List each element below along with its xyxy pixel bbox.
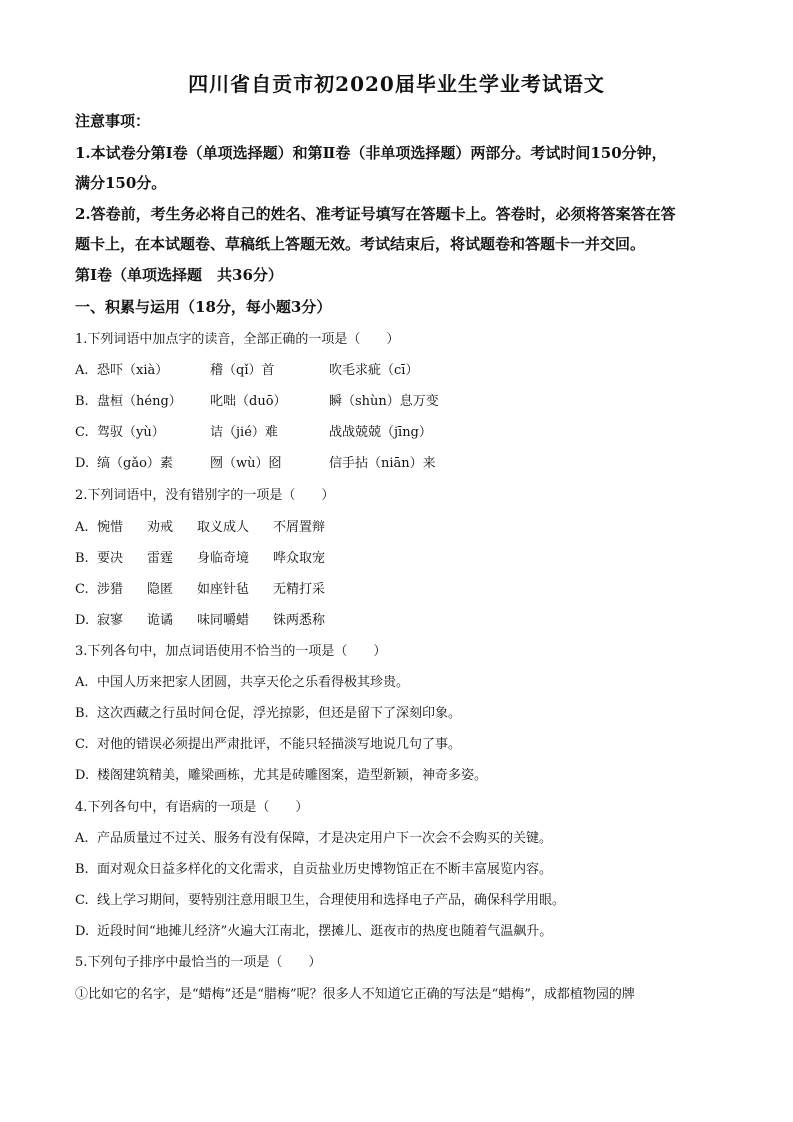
option-text: 这次西藏之行虽时间仓促，浮光掠影，但还是留下了深刻印象。 — [97, 706, 462, 721]
q4-stem: 4.下列各句中，有语病的一项是（ ） — [75, 800, 309, 815]
option-label: B. — [75, 394, 89, 409]
notice-item2-line2: 题卡上，在本试题卷、草稿纸上答题无效。考试结束后，将试题卷和答题卡一并交回。 — [75, 235, 646, 253]
q2-option-c — [75, 578, 325, 597]
option-word: 信手拈（niān）来 — [329, 456, 436, 471]
q2-option-b — [75, 547, 325, 566]
notice-item1-line1: 1.本试卷分第Ⅰ卷（单项选择题）和第Ⅱ卷（非单项选择题）两部分。考试时间150分钟， — [75, 144, 667, 162]
q2-option-a — [75, 516, 325, 535]
q1-stem: 1.下列词语中加点字的读音，全部正确的一项是（ ） — [75, 332, 400, 347]
option-word: 吹毛求疵（cī） — [329, 363, 419, 378]
option-word: 不屑置辩 — [273, 520, 326, 535]
option-text: 对他的错误必须提出严肃批评，不能只轻描淡写地说几句了事。 — [97, 737, 462, 752]
option-word: 惋惜 — [97, 520, 124, 535]
option-label: C. — [75, 893, 89, 908]
option-label: C. — [75, 582, 89, 597]
notice-heading: 注意事项： — [75, 112, 151, 130]
q2-stem: 2.下列词语中，没有错别字的一项是（ ） — [75, 488, 335, 503]
q4-option-d — [75, 920, 552, 939]
option-word: 战战兢兢（jīng） — [329, 425, 432, 440]
notice-item2-line1: 2.答卷前，考生务必将自己的姓名、准考证号填写在答题卡上。答卷时，必须将答案答在答 — [75, 205, 676, 223]
option-label: B. — [75, 706, 89, 721]
option-word: 叱咄（duō） — [210, 394, 287, 409]
option-word: 寂寥 — [97, 613, 124, 628]
option-word: 瞬（shùn）息万变 — [329, 394, 439, 409]
q3-option-b — [75, 702, 461, 721]
option-label: C. — [75, 737, 89, 752]
notice-item1-line2: 满分150分。 — [75, 174, 167, 192]
option-label: A. — [75, 363, 89, 378]
option-word: 涉猎 — [97, 582, 124, 597]
option-text: 近段时间“地摊儿经济”火遍大江南北，摆摊儿、逛夜市的热度也随着气温飙升。 — [97, 924, 553, 939]
option-label: A. — [75, 520, 89, 535]
option-text: 楼阁建筑精美，雕梁画栋，尤其是砖雕图案，造型新颖，神奇多姿。 — [97, 768, 488, 783]
q4-option-c — [75, 889, 565, 908]
option-label: D. — [75, 768, 90, 783]
option-word: 囫（wù）囵 — [210, 456, 282, 471]
q1-option-d — [75, 452, 436, 471]
q1-option-c — [75, 421, 432, 440]
option-word: 劝戒 — [147, 520, 174, 535]
option-label: D. — [75, 613, 90, 628]
q2-option-d — [75, 609, 325, 628]
option-word: 如座针毡 — [197, 582, 250, 597]
option-label: D. — [75, 924, 90, 939]
option-text: 面对观众日益多样化的文化需求，自贡盐业历史博物馆正在不断丰富展览内容。 — [97, 862, 553, 877]
option-word: 取义成人 — [197, 520, 250, 535]
q4-option-a — [75, 827, 552, 846]
q5-paragraph-line: ①比如它的名字，是“蜡梅”还是“腊梅”呢？很多人不知道它正确的写法是“蜡梅”，成都植物园的牌 — [75, 987, 635, 1002]
option-word: 要决 — [97, 551, 124, 566]
option-word: 雷霆 — [147, 551, 174, 566]
option-word: 诘（jié）难 — [210, 425, 278, 440]
option-text: 产品质量过不过关、服务有没有保障，才是决定用户下一次会不会购买的关键。 — [97, 831, 553, 846]
option-word: 恐吓（xià） — [97, 363, 169, 378]
q1-option-b — [75, 390, 439, 409]
q1-option-a — [75, 359, 418, 378]
option-label: B. — [75, 862, 89, 877]
option-word: 稽（qǐ）首 — [210, 363, 275, 378]
option-text: 线上学习期间，要特别注意用眼卫生，合理使用和选择电子产品，确保科学用眼。 — [97, 893, 566, 908]
option-word: 隐匿 — [147, 582, 174, 597]
option-word: 哗众取宠 — [273, 551, 326, 566]
q3-option-a — [75, 671, 409, 690]
option-word: 无精打采 — [273, 582, 326, 597]
option-label: A. — [75, 675, 89, 690]
option-word: 缟（gǎo）素 — [97, 456, 173, 471]
q3-option-d — [75, 764, 487, 783]
option-word: 诡谲 — [147, 613, 174, 628]
section1-heading: 一、积累与运用（18分，每小题3分） — [75, 298, 332, 316]
option-word: 铢两悉称 — [273, 613, 326, 628]
q4-option-b — [75, 858, 552, 877]
option-word: 身临奇境 — [197, 551, 250, 566]
option-label: D. — [75, 456, 90, 471]
q3-stem: 3.下列各句中，加点词语使用不恰当的一项是（ ） — [75, 644, 387, 659]
option-label: B. — [75, 551, 89, 566]
part1-heading: 第Ⅰ卷（单项选择题 共36分） — [75, 266, 283, 284]
option-word: 味同嚼蜡 — [197, 613, 250, 628]
option-word: 盘桓（héng） — [97, 394, 182, 409]
option-word: 驾驭（yù） — [97, 425, 165, 440]
q5-stem: 5.下列句子排序中最恰当的一项是（ ） — [75, 955, 322, 970]
page-title: 四川省自贡市初2020届毕业生学业考试语文 — [188, 72, 605, 96]
option-label: C. — [75, 425, 89, 440]
option-label: A. — [75, 831, 89, 846]
option-text: 中国人历来把家人团圆，共享天伦之乐看得极其珍贵。 — [97, 675, 410, 690]
q3-option-c — [75, 733, 461, 752]
